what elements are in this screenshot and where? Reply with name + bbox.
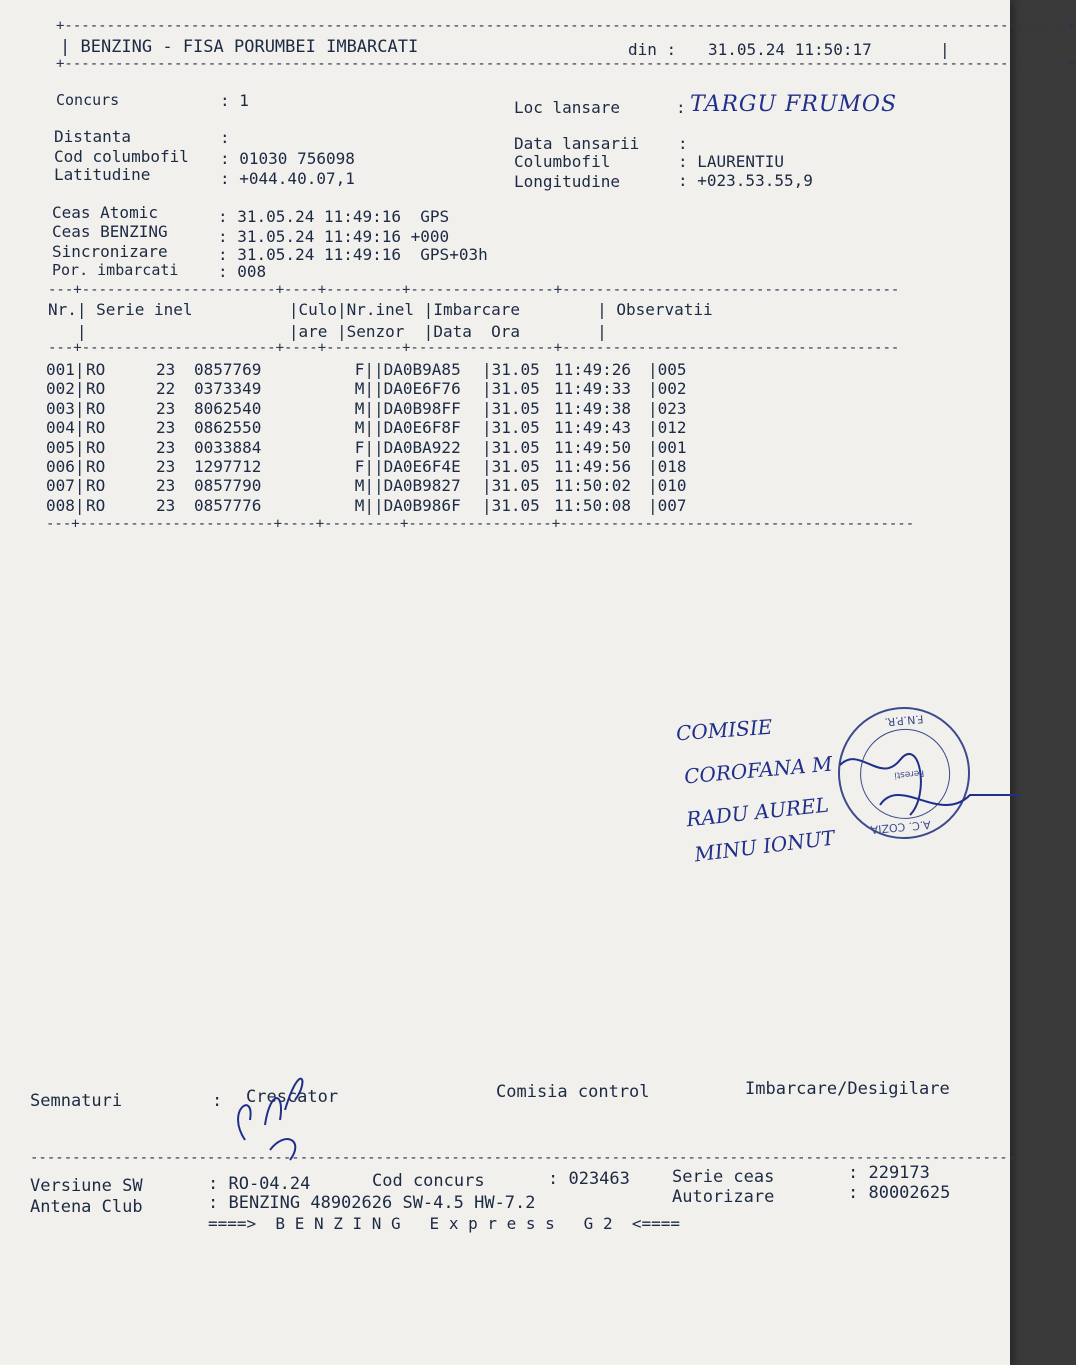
boarding-time: 11:49:26 — [554, 360, 632, 379]
ring-year: 23 — [156, 457, 176, 477]
country-code: RO — [86, 457, 106, 477]
boarding-date: |31.05 — [482, 360, 540, 379]
distanta-value: : — [220, 128, 230, 147]
observation: |002 — [648, 379, 687, 399]
commission-line-2: COROFANA M — [683, 751, 834, 789]
table-row — [46, 476, 708, 495]
boarding-time: 11:49:33 — [554, 379, 632, 399]
sensor-id: |DA0BA922 — [374, 437, 461, 457]
country-code: RO — [86, 476, 106, 496]
observation: |018 — [648, 457, 687, 477]
antena-club-label: Antena Club — [30, 1197, 143, 1217]
semnaturi-label: Semnaturi — [30, 1091, 123, 1111]
boarding-date: |31.05 — [482, 379, 540, 399]
concurs-value: : 1 — [220, 91, 249, 110]
row-number: 003| — [46, 398, 85, 418]
country-code: RO — [86, 495, 106, 515]
commission-line-4: MINU IONUT — [693, 825, 837, 867]
ring-year: 23 — [156, 495, 176, 515]
benzing-express-banner: ====> B E N Z I N G E x p r e s s G 2 <==== — [208, 1214, 681, 1233]
concurs-label: Concurs — [56, 91, 120, 109]
data-lansarii-label: Data lansarii — [514, 134, 640, 153]
columbofil-value: : LAURENTIU — [678, 152, 784, 171]
ring-number: 0857790 — [194, 476, 262, 496]
table-row — [46, 457, 708, 476]
boarding-date: |31.05 — [482, 437, 540, 457]
ring-number: 0373349 — [194, 379, 262, 399]
row-number: 006| — [46, 457, 85, 477]
table-border-bottom: ---+-----------------------+----+---------+-----------------+------------------------------------------ — [46, 516, 915, 532]
porumbei-imbarcati-value: : 008 — [218, 262, 267, 281]
cod-concurs-value: : 023463 — [548, 1169, 630, 1189]
observation: |001 — [648, 437, 687, 457]
row-number: 004| — [46, 418, 85, 438]
table-row — [46, 379, 708, 398]
cod-columbofil-label: Cod columbofil — [54, 147, 189, 166]
data-lansarii-value: : — [678, 134, 688, 153]
distanta-label: Distanta — [54, 127, 132, 146]
boarding-date: |31.05 — [482, 457, 540, 477]
ring-number: 0862550 — [194, 418, 262, 438]
boarding-time: 11:49:56 — [554, 457, 632, 477]
ring-year: 23 — [156, 437, 176, 457]
table-row — [46, 360, 708, 379]
boarding-date: |31.05 — [482, 476, 540, 496]
sex: F| — [354, 437, 374, 457]
serie-ceas-value: : 229173 — [848, 1163, 930, 1183]
boarding-time: 11:49:50 — [554, 437, 632, 457]
commission-line-3: RADU AUREL — [685, 792, 830, 832]
ring-number: 0857776 — [194, 495, 262, 515]
commission-line-1: COMISIE — [675, 714, 774, 746]
country-code: RO — [86, 379, 106, 399]
semnaturi-colon: : — [212, 1091, 223, 1111]
ring-year: 23 — [156, 418, 176, 438]
sensor-id: |DA0B9827 — [374, 476, 461, 496]
sincronizare-label: Sincronizare — [52, 242, 168, 261]
loc-lansare-colon: : — [676, 98, 686, 117]
table-row — [46, 496, 708, 515]
sex: F| — [354, 457, 374, 477]
boarding-date: |31.05 — [482, 418, 540, 438]
row-number: 001| — [46, 360, 85, 379]
boarding-date: |31.05 — [482, 495, 540, 515]
observation: |023 — [648, 398, 687, 418]
table-header-separator: ---+-----------------------+----+---------+-----------------+---------------------------------------- — [48, 340, 900, 356]
loc-lansare-handwritten: TARGU FRUMOS — [690, 92, 898, 117]
boarding-time: 11:50:08 — [554, 495, 632, 515]
row-number: 005| — [46, 437, 85, 457]
ring-year: 23 — [156, 398, 176, 418]
ceas-atomic-value: : 31.05.24 11:49:16 GPS — [218, 207, 450, 226]
signature-scribble — [820, 735, 1020, 845]
autorizare-label: Autorizare — [672, 1187, 775, 1207]
observation: |012 — [648, 418, 687, 438]
versiune-sw-value: : RO-04.24 — [208, 1174, 311, 1194]
latitudine-value: : +044.40.07,1 — [220, 169, 355, 188]
ring-number: 1297712 — [194, 457, 262, 477]
sensor-id: |DA0E6F4E — [374, 457, 461, 477]
ring-number: 0033884 — [194, 437, 262, 457]
stamp-bottom-text: F.N.P.R. — [883, 712, 924, 729]
country-code: RO — [86, 437, 106, 457]
sex: F| — [354, 360, 374, 379]
table-row — [46, 418, 708, 437]
boarding-time: 11:49:43 — [554, 418, 632, 438]
row-number: 002| — [46, 379, 85, 399]
sex: M| — [354, 398, 374, 418]
sensor-id: |DA0E6F76 — [374, 379, 461, 399]
longitudine-label: Longitudine — [514, 172, 620, 191]
country-code: RO — [86, 360, 106, 379]
country-code: RO — [86, 398, 106, 418]
table-row — [46, 438, 708, 457]
observation: |007 — [648, 495, 687, 515]
ring-year: 23 — [156, 360, 176, 379]
boarding-time: 11:49:38 — [554, 398, 632, 418]
row-number: 008| — [46, 495, 85, 515]
ceas-benzing-value: : 31.05.24 11:49:16 +000 — [218, 227, 450, 246]
sensor-id: |DA0E6F8F — [374, 418, 461, 438]
boarding-time: 11:50:02 — [554, 476, 632, 496]
table-row — [46, 399, 708, 418]
sex: M| — [354, 418, 374, 438]
ceas-atomic-label: Ceas Atomic — [52, 203, 158, 222]
ring-year: 23 — [156, 476, 176, 496]
loc-lansare-label: Loc lansare — [514, 98, 620, 117]
observation: |005 — [648, 360, 687, 379]
footer-separator: --------------------------------------------------------------------------------------------------------------------- — [30, 1150, 1017, 1166]
ring-number: 0857769 — [194, 360, 262, 379]
columbofil-label: Columbofil — [514, 152, 611, 171]
stamp-middle-text: Feresti — [893, 767, 925, 780]
sex: M| — [354, 476, 374, 496]
longitudine-value: : +023.53.55,9 — [678, 171, 813, 190]
row-number: 007| — [46, 476, 85, 496]
autorizare-value: : 80002625 — [848, 1183, 951, 1203]
header-border-top: +-----------------------------------------------------------------------------------------------------------------------+ — [56, 18, 1076, 34]
ring-year: 22 — [156, 379, 176, 399]
header-border-bottom: +-----------------------------------------------------------------------------------------------------------------------+ — [56, 56, 1076, 72]
sincronizare-value: : 31.05.24 11:49:16 GPS+03h — [218, 245, 488, 264]
serie-ceas-label: Serie ceas — [672, 1167, 775, 1187]
header-border-end: | — [940, 40, 950, 59]
din-label: din : — [628, 40, 677, 59]
sex: M| — [354, 379, 374, 399]
stamp-top-text: A.C. COZIA — [870, 817, 932, 837]
cod-columbofil-value: : 01030 756098 — [220, 149, 355, 168]
boarding-date: |31.05 — [482, 398, 540, 418]
comisia-control-label: Comisia control — [496, 1082, 650, 1102]
sensor-id: |DA0B986F — [374, 495, 461, 515]
country-code: RO — [86, 418, 106, 438]
porumbei-imbarcati-label: Por. imbarcati — [52, 261, 179, 279]
pigeon-table — [46, 360, 708, 515]
sensor-id: |DA0B9A85 — [374, 360, 461, 379]
cod-concurs-label: Cod concurs — [372, 1171, 485, 1191]
ceas-benzing-label: Ceas BENZING — [52, 222, 168, 241]
observation: |010 — [648, 476, 687, 496]
antena-club-value: : BENZING 48902626 SW-4.5 HW-7.2 — [208, 1193, 536, 1213]
latitudine-label: Latitudine — [54, 165, 151, 184]
sex: M| — [354, 495, 374, 515]
header-datetime: 31.05.24 11:50:17 — [708, 40, 872, 59]
table-header-row-1: Nr.| Serie inel |Culo|Nr.inel |Imbarcare | Observatii — [48, 300, 713, 319]
document-title: | BENZING - FISA PORUMBEI IMBARCATI — [60, 37, 419, 57]
sensor-id: |DA0B98FF — [374, 398, 461, 418]
versiune-sw-label: Versiune SW — [30, 1176, 143, 1196]
imbarcare-desigilare-label: Imbarcare/Desigilare — [745, 1079, 950, 1099]
crescator-label: Crescator — [246, 1087, 339, 1107]
table-header-row-2: | |are |Senzor |Data Ora | — [48, 322, 607, 341]
table-border-top: ---+-----------------------+----+---------+-----------------+---------------------------------------- — [48, 282, 900, 298]
ring-number: 8062540 — [194, 398, 262, 418]
